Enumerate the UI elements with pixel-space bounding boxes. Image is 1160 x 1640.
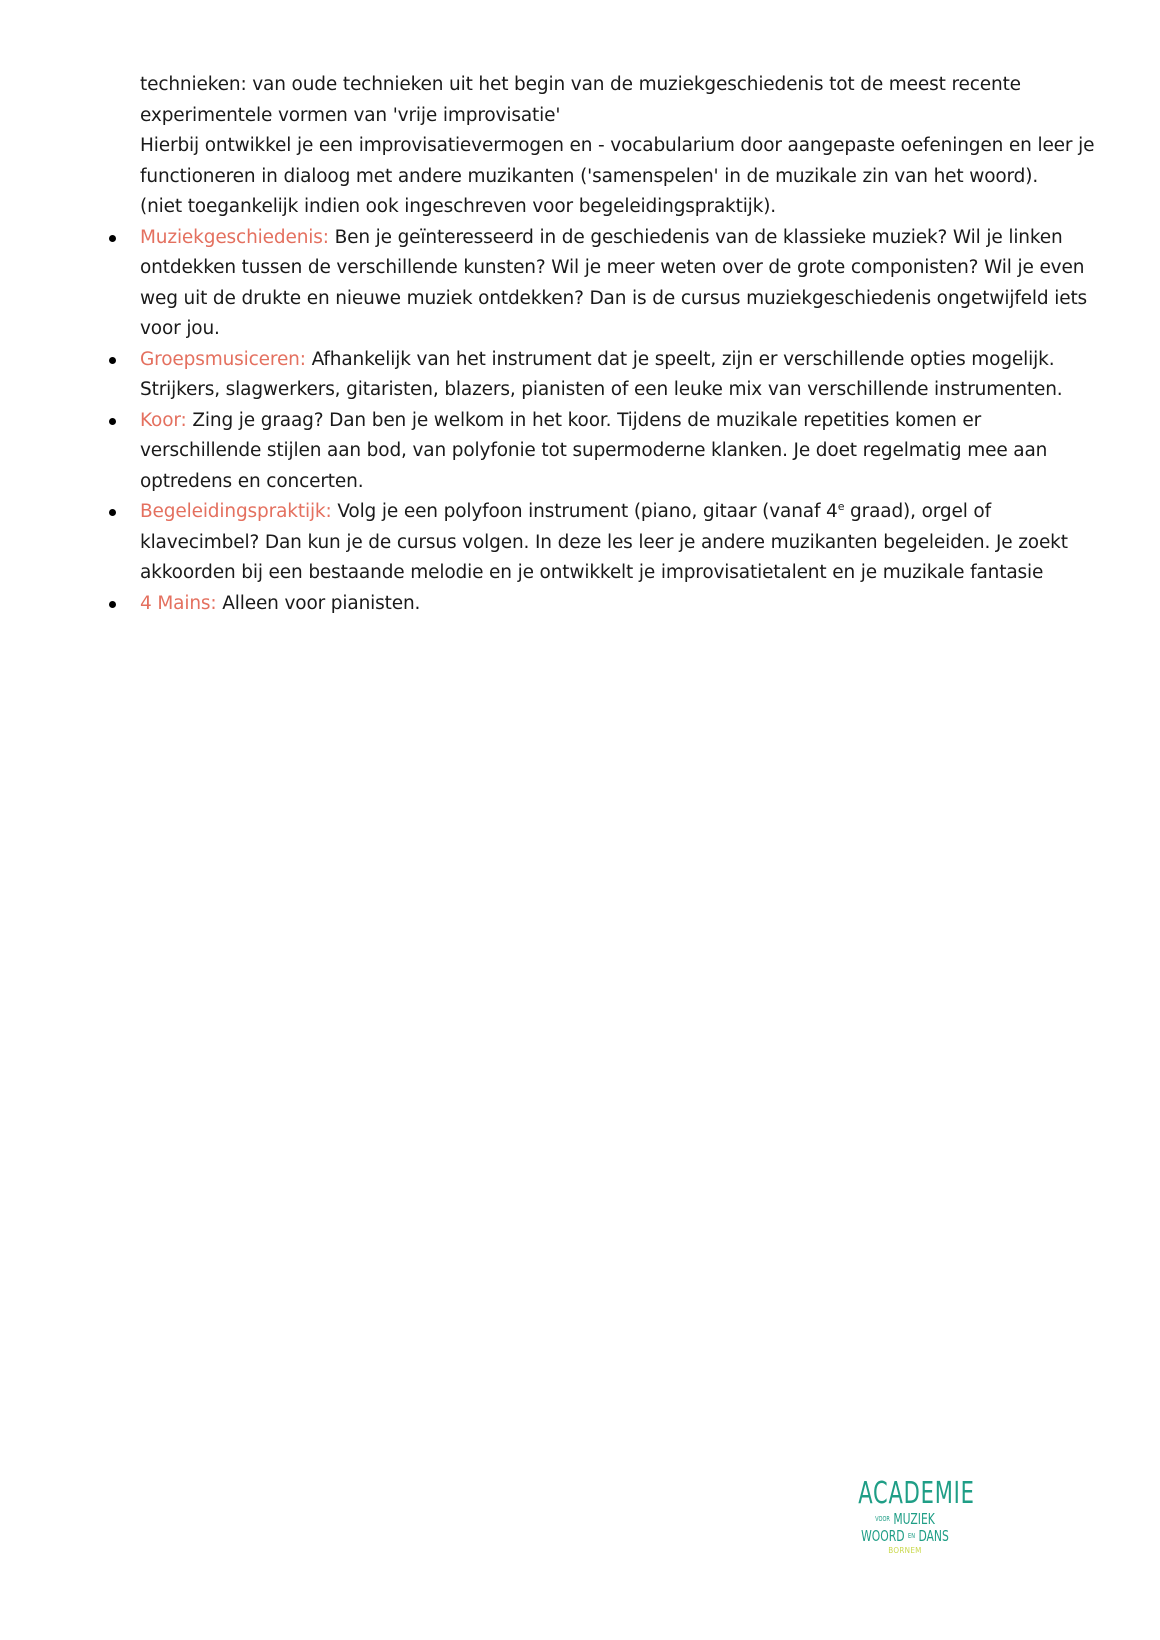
course-description: graad), orgel of klavecimbel? Dan kun je de cursus volgen. In deze les leer je andere muzikanten begeleiden. Je zoekt akkoorden bij een bestaande melodie en je ontwikkelt je improvisatietalent en je muzikale fantasie xyxy=(140,501,1068,583)
ordinal-superscript: e xyxy=(837,499,845,513)
course-description: Afhankelijk van het instrument dat je speelt, zijn er verschillende opties mogelijk. Strijkers, slagwerkers, gitaristen, blazers, pianisten of een leuke mix van verschillende instrumenten. xyxy=(140,348,1063,400)
list-item-begeleidingspraktijk xyxy=(140,497,1100,589)
course-term: Koor: xyxy=(140,409,187,431)
list-item-4-mains xyxy=(140,589,1100,620)
list-item-koor xyxy=(140,406,1100,498)
bullet-icon xyxy=(109,601,116,608)
course-description: Volg je een polyfoon instrument (piano, gitaar (vanaf 4 xyxy=(337,501,838,522)
logo-place: BORNEM xyxy=(888,1546,922,1555)
intro-line: technieken: van oude technieken uit het begin van de muziekgeschiedenis tot de meest recente xyxy=(140,74,1021,95)
logo-line-woord-dans: WOORD EN DANS xyxy=(861,1527,949,1545)
intro-line: (niet toegankelijk indien ook ingeschreven voor begeleidingspraktijk). xyxy=(140,196,777,217)
document-body xyxy=(140,70,1100,619)
course-term: 4 Mains: xyxy=(140,592,217,614)
intro-line: Hierbij ontwikkel je een improvisatievermogen en - vocabularium door aangepaste oefeningen en leer je xyxy=(140,135,1095,156)
course-term: Muziekgeschiedenis: xyxy=(140,226,329,248)
logo-line-muziek: VOOR MUZIEK xyxy=(875,1510,935,1528)
intro-line: experimentele vormen van 'vrije improvisatie' xyxy=(140,104,561,126)
academie-logo xyxy=(845,1476,975,1556)
course-list xyxy=(140,223,1100,620)
course-term: Begeleidingspraktijk: xyxy=(140,501,332,522)
list-item-muziekgeschiedenis xyxy=(140,223,1100,345)
course-description: Alleen voor pianisten. xyxy=(222,592,421,614)
logo-title: ACADEMIE xyxy=(858,1476,975,1511)
list-item-groepsmusiceren xyxy=(140,345,1100,406)
bullet-icon xyxy=(109,357,116,364)
intro-line: functioneren in dialoog met andere muzikanten ('samenspelen' in de muzikale zin van het woord). xyxy=(140,165,1039,187)
course-term: Groepsmusiceren: xyxy=(140,348,306,370)
course-description: Ben je geïnteresseerd in de geschiedenis van de klassieke muziek? Wil je linken ontdekken tussen de verschillende kunsten? Wil je meer weten over de grote componisten? Wil je even weg uit de drukte en nieuwe muziek ontdekken? Dan is de cursus muziekgeschiedenis ongetwijfeld iets voor jou. xyxy=(140,226,1088,339)
bullet-icon xyxy=(109,418,116,425)
bullet-icon xyxy=(109,235,116,242)
course-description: Zing je graag? Dan ben je welkom in het koor. Tijdens de muzikale repetities komen er verschillende stijlen aan bod, van polyfonie tot supermoderne klanken. Je doet regelmatig mee aan optredens en concerten. xyxy=(140,409,1048,492)
bullet-icon xyxy=(109,509,116,516)
